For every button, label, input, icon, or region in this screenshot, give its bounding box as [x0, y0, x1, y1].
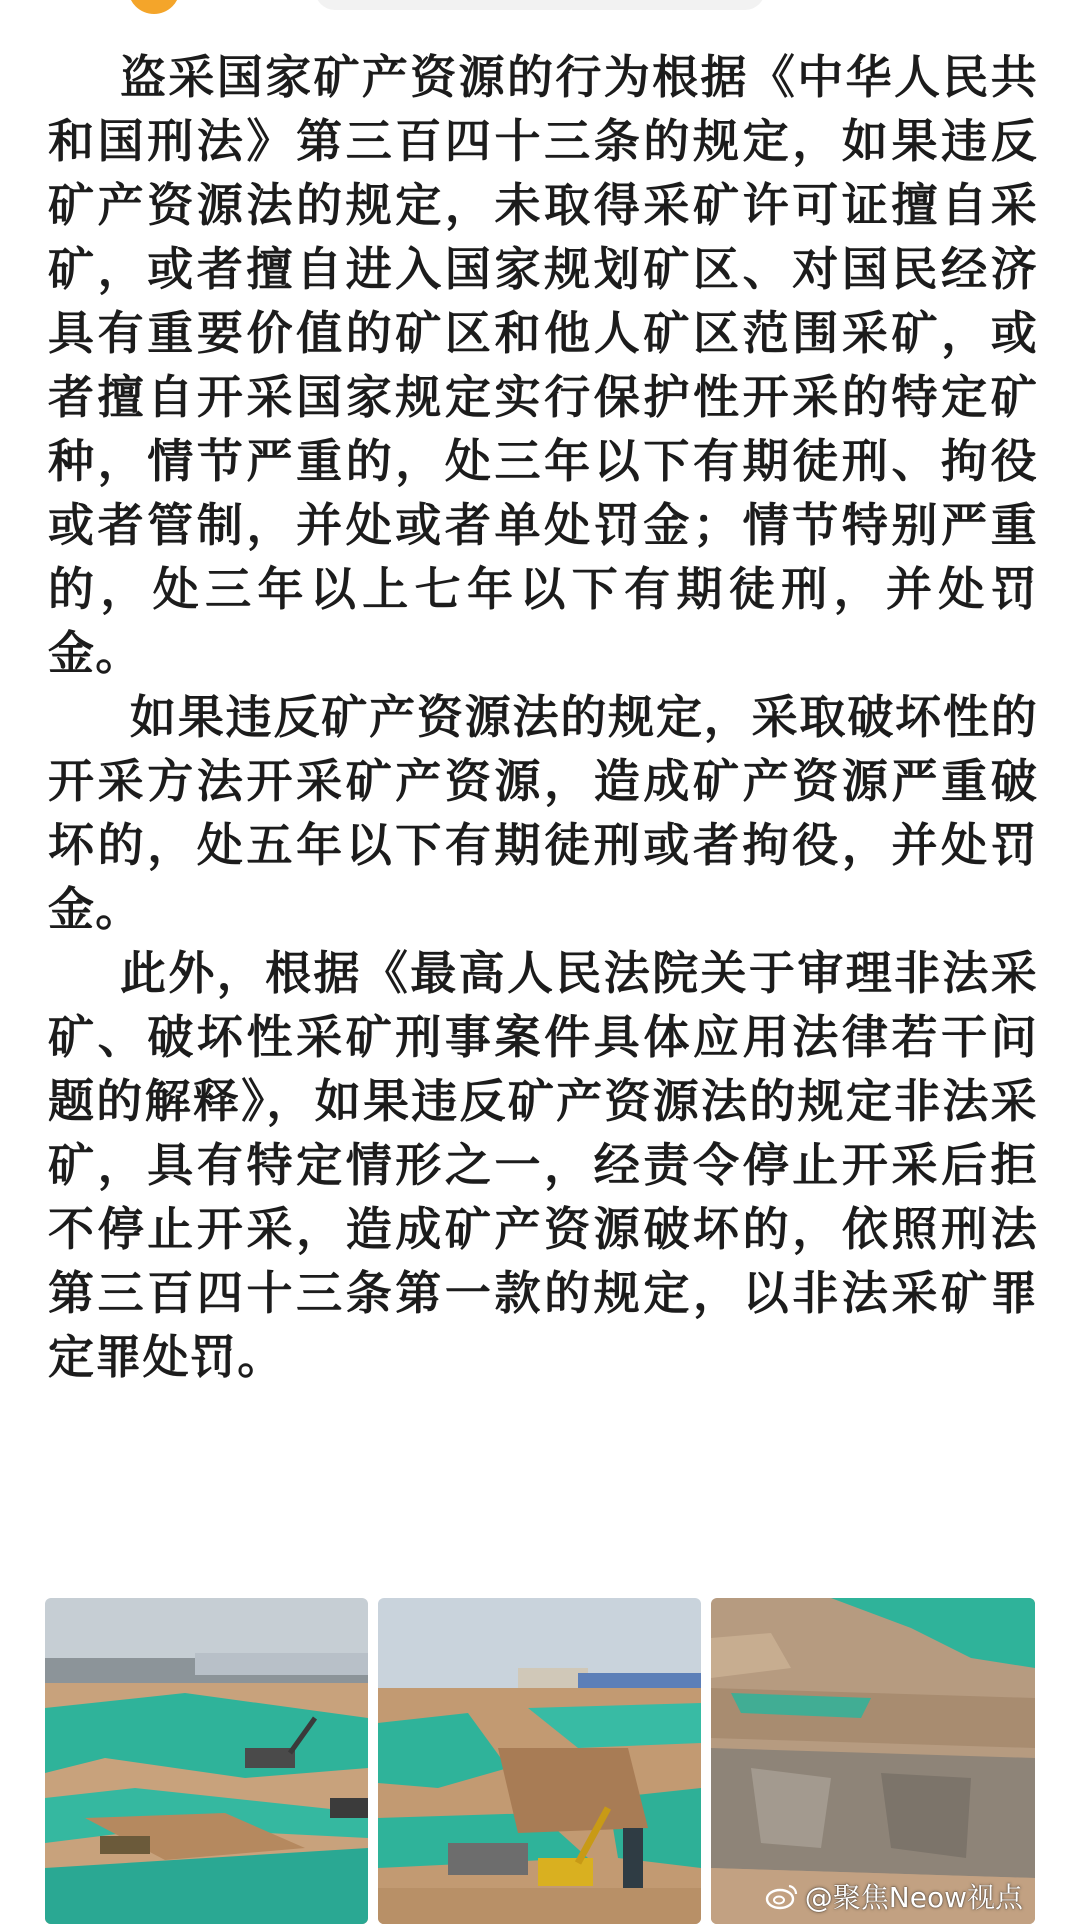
paragraph-3: 此外，根据《最高人民法院关于审理非法采矿、破坏性采矿刑事案件具体应用法律若干问题的解释》，如果违反矿产资源法的规定非法采矿，具有特定情形之一，经责令停止开采后拒不停止开采，造成矿产资源破坏的，依照刑法第三百四十三条第一款的规定，以非法采矿罪定罪处罚。: [48, 946, 1038, 1384]
image-gallery: [45, 1598, 1035, 1924]
weibo-icon: [765, 1882, 799, 1910]
watermark-text: @聚焦Neow视点: [804, 1881, 1023, 1914]
avatar[interactable]: [128, 0, 180, 14]
paragraph-2: 如果违反矿产资源法的规定，采取破坏性的开采方法开采矿产资源，造成矿产资源严重破坏的，处五年以下有期徒刑或者拘役，并处罚金。: [48, 690, 1038, 936]
mining-site-photo-1[interactable]: [45, 1598, 368, 1924]
top-bar-remnant: [0, 0, 1079, 14]
watermark: [765, 1876, 1023, 1916]
paragraph-1: 盗采国家矿产资源的行为根据《中华人民共和国刑法》第三百四十三条的规定，如果违反矿产资源法的规定，未取得采矿许可证擅自采矿，或者擅自进入国家规划矿区、对国民经济具有重要价值的矿区和他人矿区范围采矿，或者擅自开采国家规定实行保护性开采的特定矿种，情节严重的，处三年以下有期徒刑、拘役或者管制，并处或者单处罚金；情节特别严重的，处三年以上七年以下有期徒刑，并处罚金。: [48, 50, 1038, 680]
mining-site-photo-2[interactable]: [378, 1598, 701, 1924]
search-pill[interactable]: [315, 0, 765, 10]
article-body: [48, 45, 1038, 1389]
